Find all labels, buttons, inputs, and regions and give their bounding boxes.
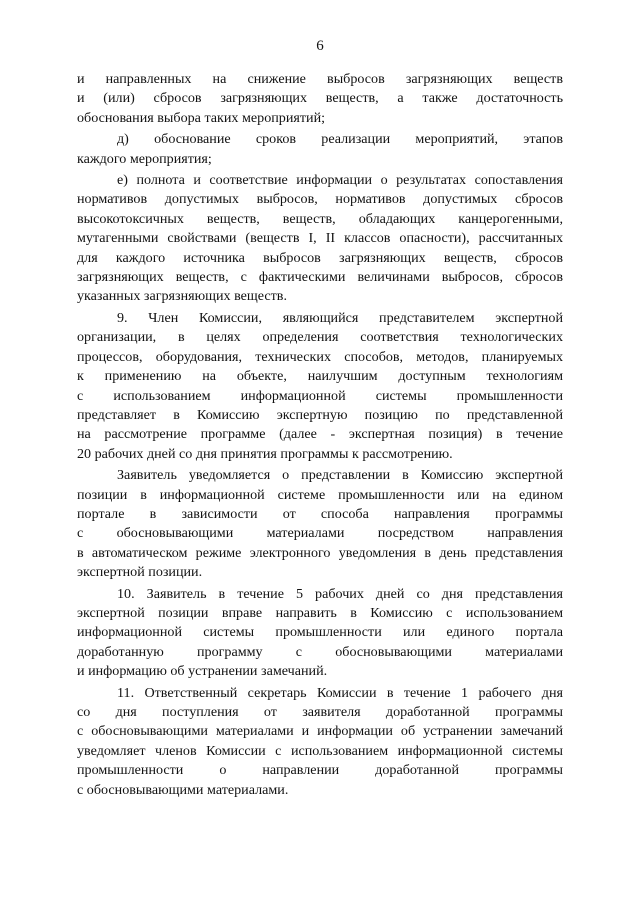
- paragraph-item-d: [77, 130, 563, 169]
- text-line: высокотоксичных веществ, веществ, обладающих канцерогенными,: [77, 210, 563, 227]
- text-line: и направленных на снижение выбросов загрязняющих веществ: [77, 71, 563, 87]
- text-line: с обосновывающими материалами.: [77, 781, 289, 798]
- text-line: нормативов допустимых выбросов, нормативов допустимых сбросов: [77, 191, 563, 208]
- text-line: д) обоснование сроков реализации мероприятий, этапов: [117, 131, 563, 148]
- paragraph-item-e: [77, 171, 563, 307]
- text-line: 9. Член Комиссии, являющийся представителем экспертной: [117, 309, 563, 326]
- paragraph-section-10: [77, 585, 563, 682]
- text-line: с обосновывающими материалами посредством направления: [77, 525, 563, 542]
- text-line: позиции в информационной системе промышленности или на едином: [77, 486, 563, 503]
- text-line: указанных загрязняющих веществ.: [77, 288, 287, 305]
- paragraph-section-9: [77, 309, 563, 464]
- text-line: 20 рабочих дней со дня принятия программы к рассмотрению.: [77, 445, 453, 462]
- paragraph-applicant-notice: [77, 466, 563, 582]
- document-body: [77, 70, 563, 802]
- text-line: со дня поступления от заявителя доработанной программы: [77, 704, 563, 720]
- page-number: 6: [316, 38, 324, 54]
- text-line: и информацию об устранении замечаний.: [77, 663, 328, 680]
- text-line: на рассмотрение программе (далее - экспертная позиция) в течение: [77, 426, 563, 443]
- text-line: каждого мероприятия;: [77, 150, 212, 167]
- text-line: загрязняющих веществ, с фактическими величинами выбросов, сбросов: [77, 269, 563, 286]
- text-line: информационной системы промышленности или единого портала: [77, 624, 563, 641]
- text-line: и (или) сбросов загрязняющих веществ, а также достаточность: [77, 90, 563, 107]
- text-line: 10. Заявитель в течение 5 рабочих дней со дня представления: [117, 585, 563, 602]
- paragraph-section-11: [77, 684, 563, 800]
- text-line: 11. Ответственный секретарь Комиссии в течение 1 рабочего дня: [117, 684, 563, 701]
- text-line: организации, в целях определения соответствия технологических: [77, 329, 563, 346]
- text-line: Заявитель уведомляется о представлении в Комиссию экспертной: [117, 467, 563, 484]
- text-line: мутагенными свойствами (веществ I, II классов опасности), рассчитанных: [77, 230, 563, 247]
- text-line: к применению на объекте, наилучшим доступным технологиям: [77, 368, 563, 385]
- text-line: е) полнота и соответствие информации о результатах сопоставления: [117, 172, 563, 189]
- text-line: промышленности о направлении доработанной программы: [77, 762, 563, 779]
- text-line: портале в зависимости от способа направления программы: [77, 505, 563, 522]
- text-line: представляет в Комиссию экспертную позицию по представленной: [77, 406, 563, 423]
- text-line: обоснования выбора таких мероприятий;: [77, 109, 326, 126]
- paragraph-measures-justification: [77, 70, 563, 128]
- text-line: экспертной позиции.: [77, 564, 203, 581]
- text-line: доработанную программу с обосновывающими материалами: [77, 643, 563, 660]
- text-line: экспертной позиции вправе направить в Комиссию с использованием: [77, 604, 563, 621]
- text-line: с использованием информационной системы промышленности: [77, 387, 563, 404]
- text-line: уведомляет членов Комиссии с использованием информационной системы: [77, 742, 563, 759]
- text-line: для каждого источника выбросов загрязняющих веществ, сбросов: [77, 249, 563, 266]
- text-line: процессов, оборудования, технических способов, методов, планируемых: [77, 348, 563, 365]
- text-line: с обосновывающими материалами и информации об устранении замечаний: [77, 723, 563, 740]
- text-line: в автоматическом режиме электронного уведомления в день представления: [77, 544, 563, 561]
